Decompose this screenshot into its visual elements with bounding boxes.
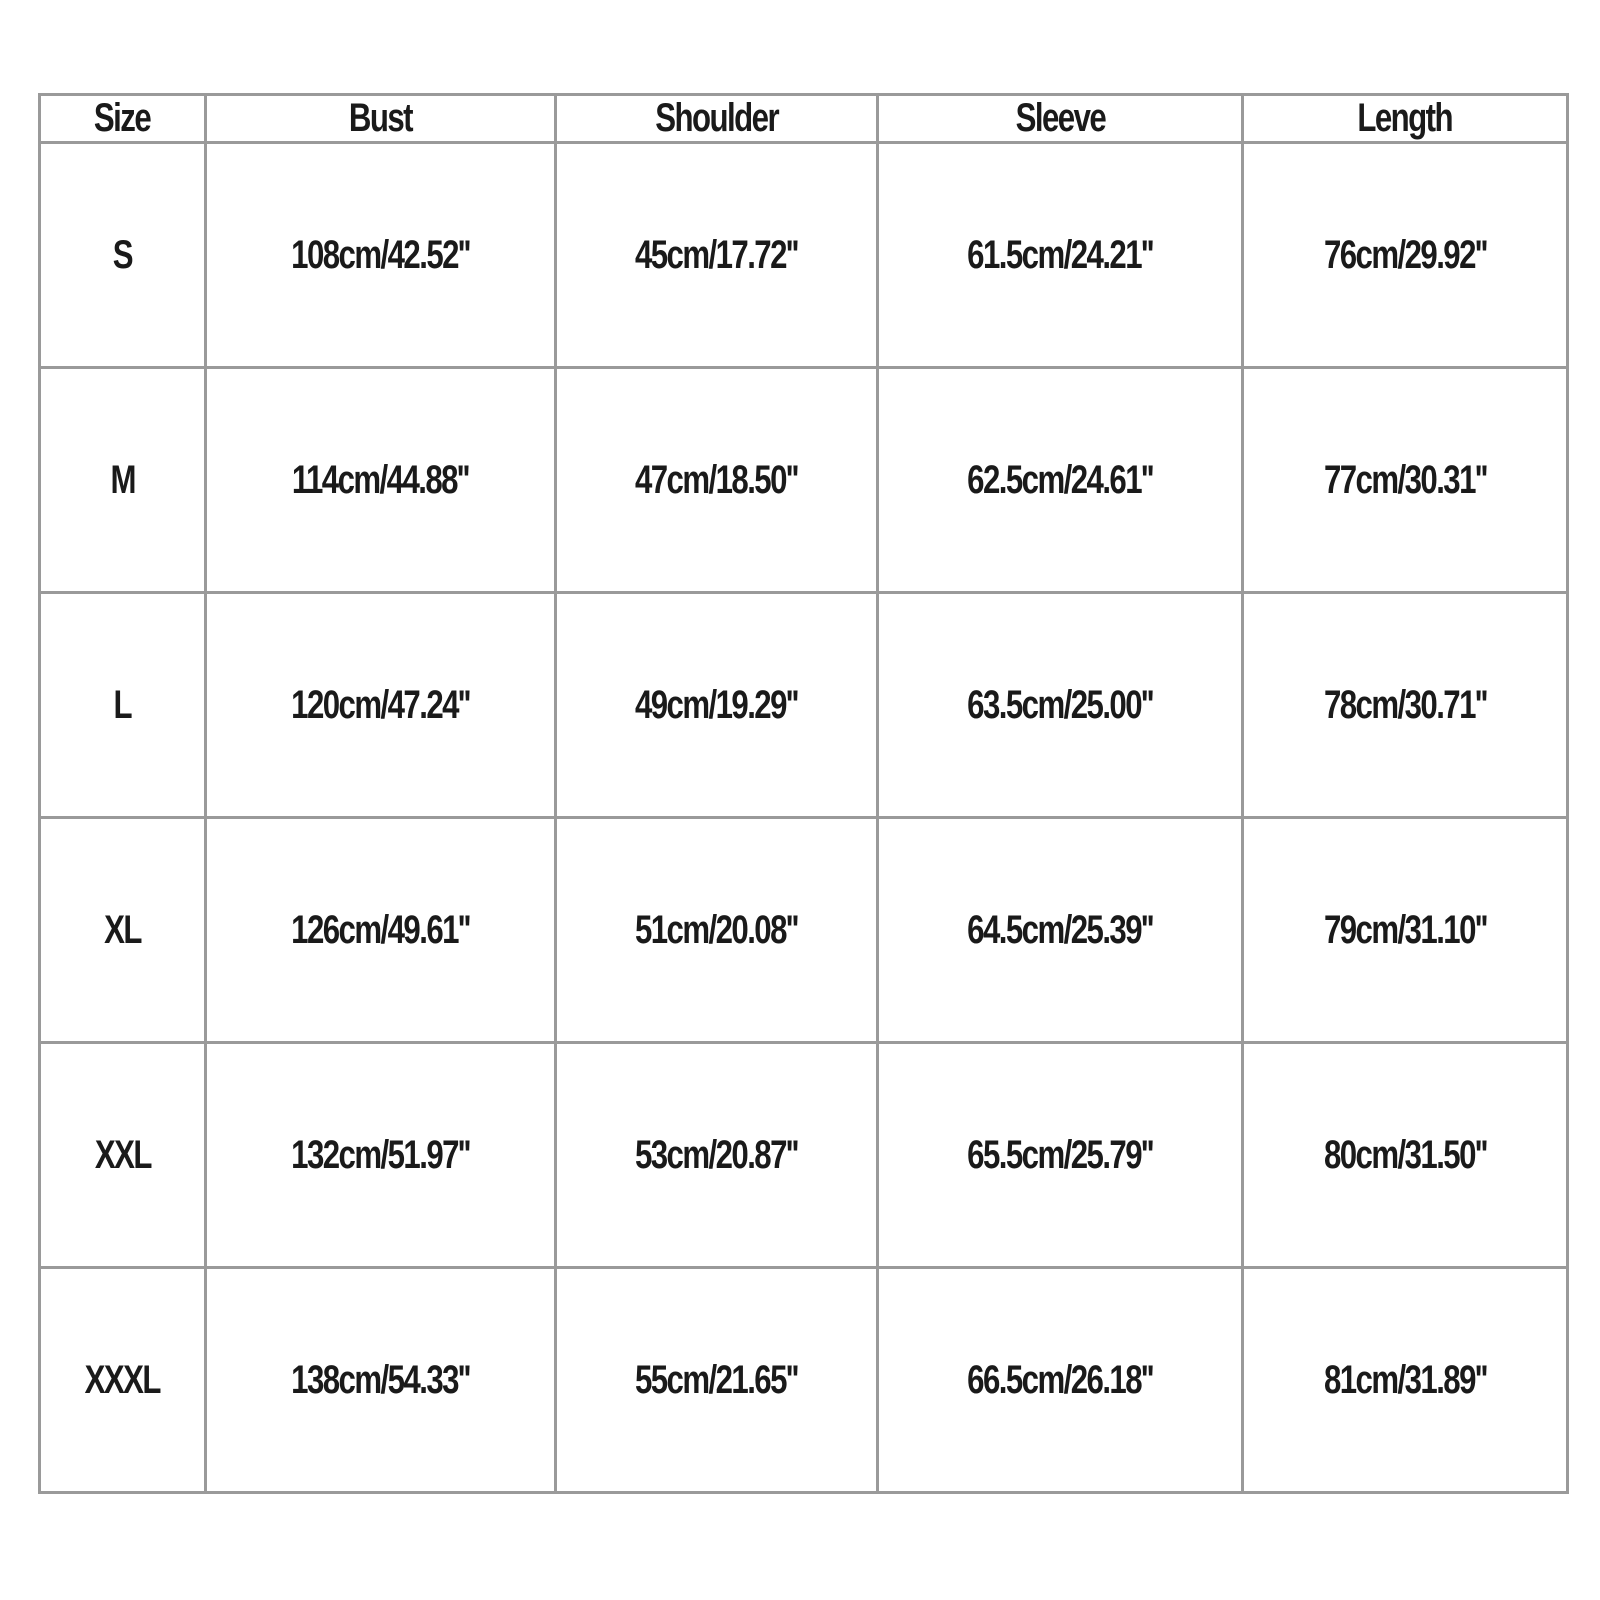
cell-length: 76cm/29.92''	[1243, 143, 1568, 368]
cell-shoulder: 55cm/21.65''	[556, 1268, 878, 1493]
cell-length: 77cm/30.31''	[1243, 368, 1568, 593]
cell-bust: 120cm/47.24''	[206, 593, 556, 818]
table-row	[40, 1268, 1568, 1493]
cell-size: M	[40, 368, 206, 593]
cell-size: XXL	[40, 1043, 206, 1268]
cell-sleeve: 66.5cm/26.18''	[878, 1268, 1243, 1493]
table-row	[40, 143, 1568, 368]
cell-shoulder: 53cm/20.87''	[556, 1043, 878, 1268]
table-row	[40, 818, 1568, 1043]
cell-sleeve: 62.5cm/24.61''	[878, 368, 1243, 593]
cell-size: XXXL	[40, 1268, 206, 1493]
cell-bust: 114cm/44.88''	[206, 368, 556, 593]
header-length: Length	[1243, 95, 1568, 143]
table-row	[40, 593, 1568, 818]
cell-bust: 108cm/42.52''	[206, 143, 556, 368]
cell-shoulder: 47cm/18.50''	[556, 368, 878, 593]
cell-size: S	[40, 143, 206, 368]
cell-length: 78cm/30.71''	[1243, 593, 1568, 818]
cell-shoulder: 51cm/20.08''	[556, 818, 878, 1043]
cell-length: 80cm/31.50''	[1243, 1043, 1568, 1268]
cell-size: L	[40, 593, 206, 818]
cell-shoulder: 45cm/17.72''	[556, 143, 878, 368]
cell-bust: 132cm/51.97''	[206, 1043, 556, 1268]
table-row	[40, 1043, 1568, 1268]
header-shoulder: Shoulder	[556, 95, 878, 143]
cell-bust: 138cm/54.33''	[206, 1268, 556, 1493]
size-chart-table	[38, 93, 1569, 1494]
cell-shoulder: 49cm/19.29''	[556, 593, 878, 818]
table-row	[40, 368, 1568, 593]
cell-length: 79cm/31.10''	[1243, 818, 1568, 1043]
cell-length: 81cm/31.89''	[1243, 1268, 1568, 1493]
header-size: Size	[40, 95, 206, 143]
cell-size: XL	[40, 818, 206, 1043]
header-row	[40, 95, 1568, 143]
header-bust: Bust	[206, 95, 556, 143]
header-sleeve: Sleeve	[878, 95, 1243, 143]
cell-sleeve: 65.5cm/25.79''	[878, 1043, 1243, 1268]
cell-sleeve: 61.5cm/24.21''	[878, 143, 1243, 368]
cell-sleeve: 64.5cm/25.39''	[878, 818, 1243, 1043]
cell-sleeve: 63.5cm/25.00''	[878, 593, 1243, 818]
cell-bust: 126cm/49.61''	[206, 818, 556, 1043]
